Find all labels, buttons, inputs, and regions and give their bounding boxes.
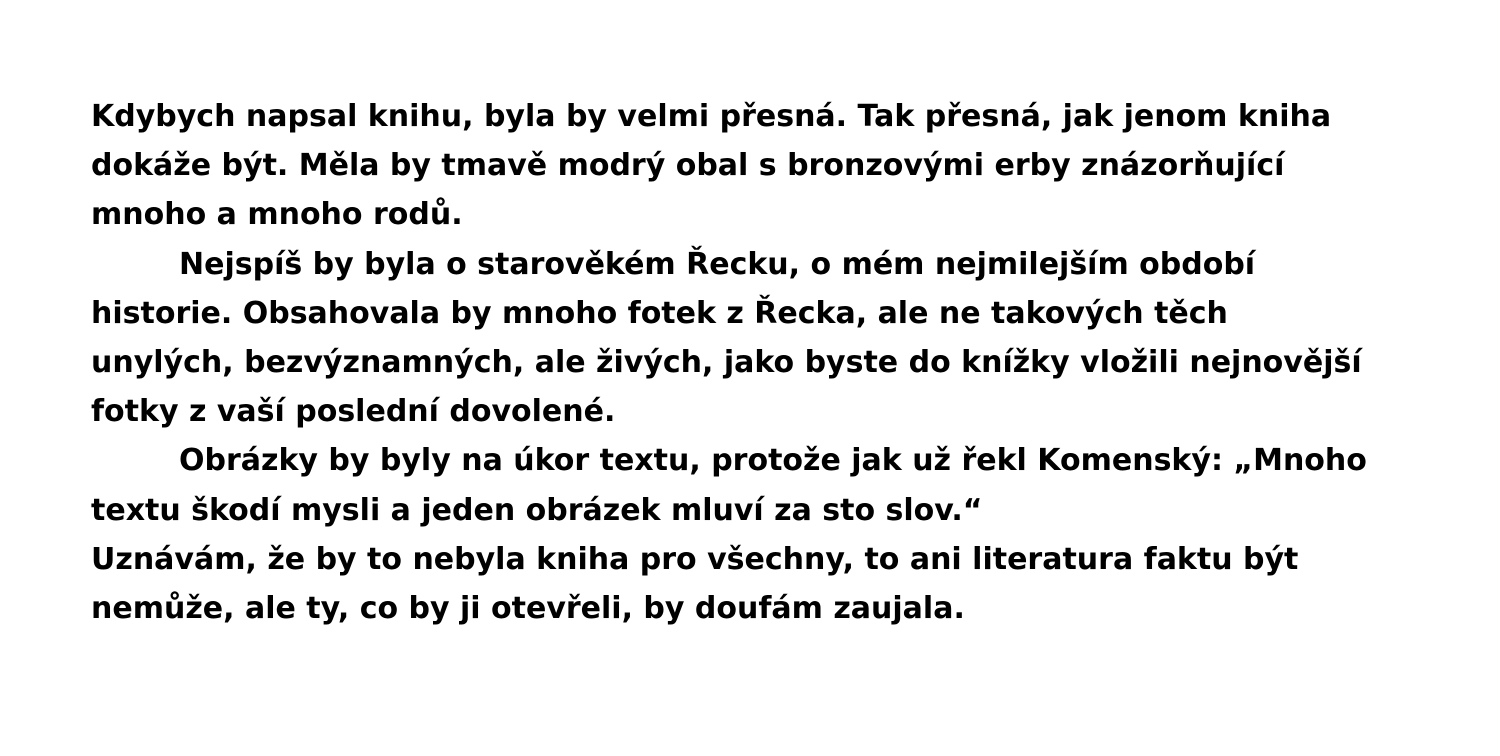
text-line: fotky z vaší poslední dovolené. xyxy=(91,394,616,430)
document-body xyxy=(91,92,1421,633)
text-line: nemůže, ale ty, co by ji otevřeli, by doufám zaujala. xyxy=(91,590,965,626)
text-line: Uznávám, že by to nebyla kniha pro všechny, to ani literatura faktu být xyxy=(91,541,1299,577)
text-line: Nejspíš by byla o starověkém Řecku, o mém nejmilejším období xyxy=(179,246,1256,282)
text-line: historie. Obsahovala by mnoho fotek z Řecka, ale ne takových těch xyxy=(91,295,1228,331)
text-line: Kdybych napsal knihu, byla by velmi přesná. Tak přesná, jak jenom kniha xyxy=(91,99,1332,134)
text-line: dokáže být. Měla by tmavě modrý obal s bronzovými erby znázorňující xyxy=(91,148,1285,184)
text-line: textu škodí mysli a jeden obrázek mluví za sto slov.“ xyxy=(91,492,983,528)
paragraph-1 xyxy=(91,92,1421,240)
text-line: Obrázky by byly na úkor textu, protože jak už řekl Komenský: „Mnoho xyxy=(179,443,1367,479)
paragraph-3 xyxy=(91,436,1421,534)
text-line: unylých, bezvýznamných, ale živých, jako byste do knížky vložili nejnovější xyxy=(91,344,1362,380)
text-line: mnoho a mnoho rodů. xyxy=(91,197,463,233)
paragraph-2 xyxy=(91,240,1421,437)
paragraph-4 xyxy=(91,535,1421,633)
